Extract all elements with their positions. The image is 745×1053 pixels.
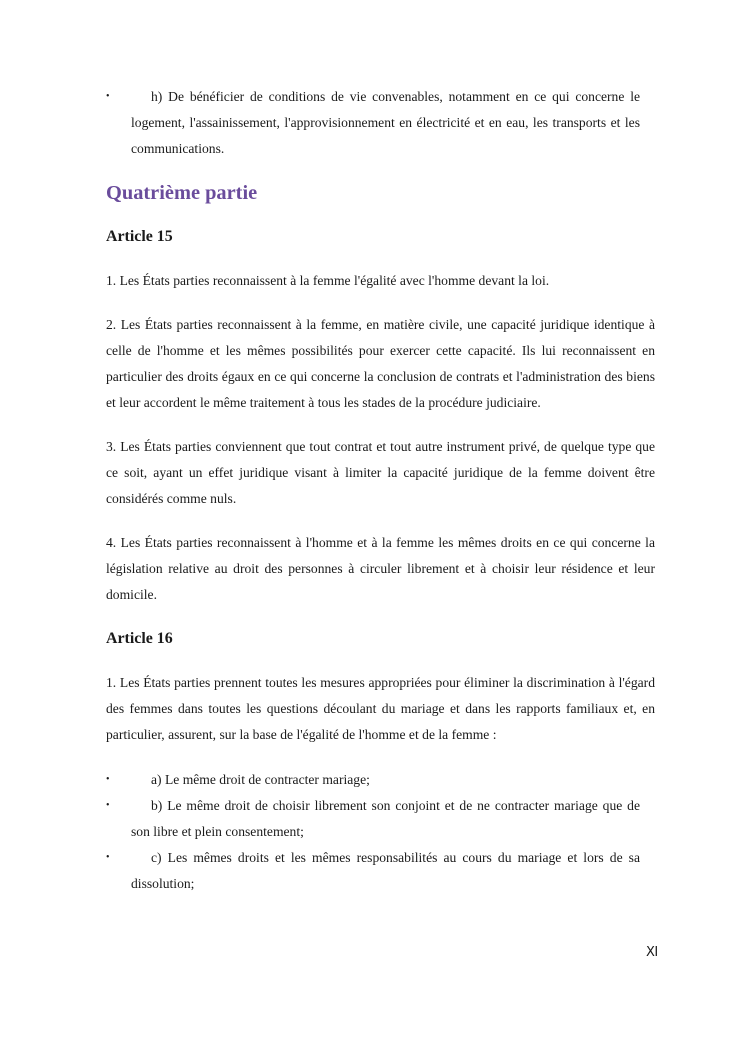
list-item-text: c) Les mêmes droits et les mêmes responsabilités au cours du mariage et lors de sa dissolution; — [131, 850, 640, 891]
bullet-icon: • — [106, 774, 110, 785]
article-16-title: Article 16 — [106, 630, 173, 647]
list-item — [106, 84, 655, 162]
list-item-text: b) Le même droit de choisir librement son conjoint et de ne contracter mariage que de son libre et plein consentement; — [131, 798, 640, 839]
bullet-icon: • — [106, 91, 110, 102]
article-15-paragraph-3: 3. Les États parties conviennent que tout contrat et tout autre instrument privé, de quelque type que ce soit, ayant un effet juridique visant à limiter la capacité juridique de la femme doivent être considérés comme nuls. — [106, 439, 655, 506]
list-item-text: h) De bénéficier de conditions de vie convenables, notamment en ce qui concerne le logement, l'assainissement, l'approvisionnement en électricité et en eau, les transports et les communications. — [131, 89, 640, 156]
bullet-icon: • — [106, 800, 110, 811]
list-item — [106, 845, 655, 897]
article-15-paragraph-2: 2. Les États parties reconnaissent à la femme, en matière civile, une capacité juridique identique à celle de l'homme et les mêmes possibilités pour exercer cette capacité. Ils lui reconnaissent en particulier des droits égaux en ce qui concerne la conclusion de contrats et l'administration des biens et leur accordent le même traitement à tous les stades de la procédure judiciaire. — [106, 317, 655, 410]
section-title: Quatrième partie — [106, 182, 258, 204]
page-number: XI — [646, 945, 658, 960]
list-item-text: a) Le même droit de contracter mariage; — [151, 772, 370, 787]
article-15-title: Article 15 — [106, 228, 173, 245]
bullet-icon: • — [106, 852, 110, 863]
list-item — [106, 767, 655, 793]
article-16-paragraph-1: 1. Les États parties prennent toutes les mesures appropriées pour éliminer la discrimination à l'égard des femmes dans toutes les questions découlant du mariage et dans les rapports familiaux et, en particulier, assurent, sur la base de l'égalité de l'homme et de la femme : — [106, 675, 655, 742]
list-item — [106, 793, 655, 845]
article-15-paragraph-4: 4. Les États parties reconnaissent à l'homme et à la femme les mêmes droits en ce qui concerne la législation relative au droit des personnes à circuler librement et à choisir leur résidence et leur domicile. — [106, 535, 655, 602]
page-content — [106, 84, 655, 897]
article-15-paragraph-1: 1. Les États parties reconnaissent à la femme l'égalité avec l'homme devant la loi. — [106, 273, 550, 288]
